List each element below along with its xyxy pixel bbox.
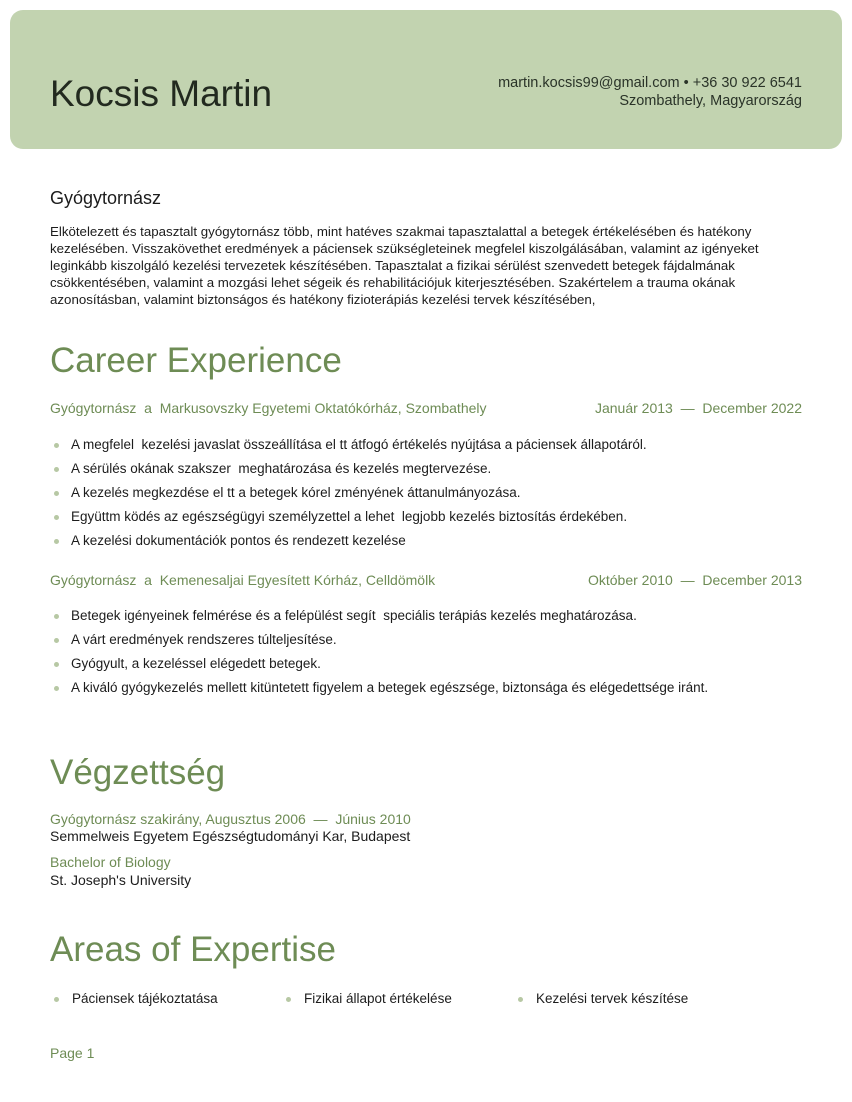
list-item: Együttm ködés az egészségügyi személyzettel a lehet legjobb kezelés biztosítás érdekében. [54,505,647,529]
expertise-list [54,989,814,1011]
bullet-dot [54,515,59,520]
list-item: A várt eredmények rendszeres túlteljesítése. [54,628,708,652]
job-header [50,399,802,417]
bullet-dot [54,443,59,448]
job-position-company: Gyógytornász a Markusovszky Egyetemi Oktatókórház, Szombathely [50,400,487,416]
expertise-item: Kezelési tervek készítése [518,989,688,1009]
education-degree: Bachelor of Biology [50,854,171,870]
career-heading: Career Experience [50,341,342,380]
list-item: Gyógyult, a kezeléssel elégedett betegek. [54,652,708,676]
contact-info [498,74,802,110]
bullet-dot [286,997,291,1002]
list-item: A sérülés okának szakszer meghatározása és kezelés megtervezése. [54,457,647,481]
contact-email-phone: martin.kocsis99@gmail.com • +36 30 922 6541 [498,75,802,91]
bullet-dot [54,662,59,667]
education-school: St. Joseph's University [50,872,192,888]
education-degree: Gyógytornász szakirány, Augusztus 2006 — Június 2010 [50,811,411,827]
list-item: A kezelés megkezdése el tt a betegek kórel zményének áttanulmányozása. [54,481,647,505]
expertise-item: Páciensek tájékoztatása [54,989,218,1009]
list-item: A kezelési dokumentációk pontos és rendezett kezelése [54,529,647,553]
bullet-dot [54,997,59,1002]
header-banner [10,10,842,149]
page-number: Page 1 [50,1045,95,1061]
bullet-dot [518,997,523,1002]
bullet-dot [54,614,59,619]
education-heading: Végzettség [50,753,226,792]
list-item: A megfelel kezelési javaslat összeállítása el tt átfogó értékelés nyújtása a páciensek állapotáról. [54,433,647,457]
bullet-dot [54,539,59,544]
list-item: Betegek igényeinek felmérése és a felépülést segít speciális terápiás kezelés meghatározása. [54,604,708,628]
profile-title: Gyógytornász [50,188,162,208]
job-bullets [54,604,708,700]
expertise-heading: Areas of Expertise [50,930,336,969]
contact-location: Szombathely, Magyarország [619,93,802,109]
list-item: A kiváló gyógykezelés mellett kitüntetett figyelem a betegek egészsége, biztonsága és elégedettsége iránt. [54,676,708,700]
bullet-dot [54,638,59,643]
bullet-dot [54,491,59,496]
job-dates: Január 2013 — December 2022 [594,400,802,416]
job-position-company: Gyógytornász a Kemenesaljai Egyesített Kórház, Celldömölk [50,572,436,588]
job-header [50,571,802,589]
bullet-dot [54,467,59,472]
bullet-dot [54,686,59,691]
expertise-item: Fizikai állapot értékelése [286,989,452,1009]
job-bullets [54,433,647,553]
education-school: Semmelweis Egyetem Egészségtudományi Kar, Budapest [50,828,411,844]
job-dates: Október 2010 — December 2013 [587,572,802,588]
profile-summary: Elkötelezett és tapasztalt gyógytornász több, mint hatéves szakmai tapasztalattal a betegek értékelésében és hatékony kezelésében. Visszakövethet eredmények a páciensek szükségleteinek megfelel kiszolgálásában, valamint az igényeket leginkább kiszolgáló kezelési tervezetek készítésében. Tapasztalat a fizikai sérülést szenvedett betegek fájdalmának csökkentésében, valamint a mozgási lehet ségeik és rehabilitációjuk kiterjesztésében. Szakértelem a trauma okának azonosításban, valamint biztonságos és hatékony fizioterápiás kezelési tervek készítésében, [50,224,759,307]
candidate-name: Kocsis Martin [50,73,273,114]
